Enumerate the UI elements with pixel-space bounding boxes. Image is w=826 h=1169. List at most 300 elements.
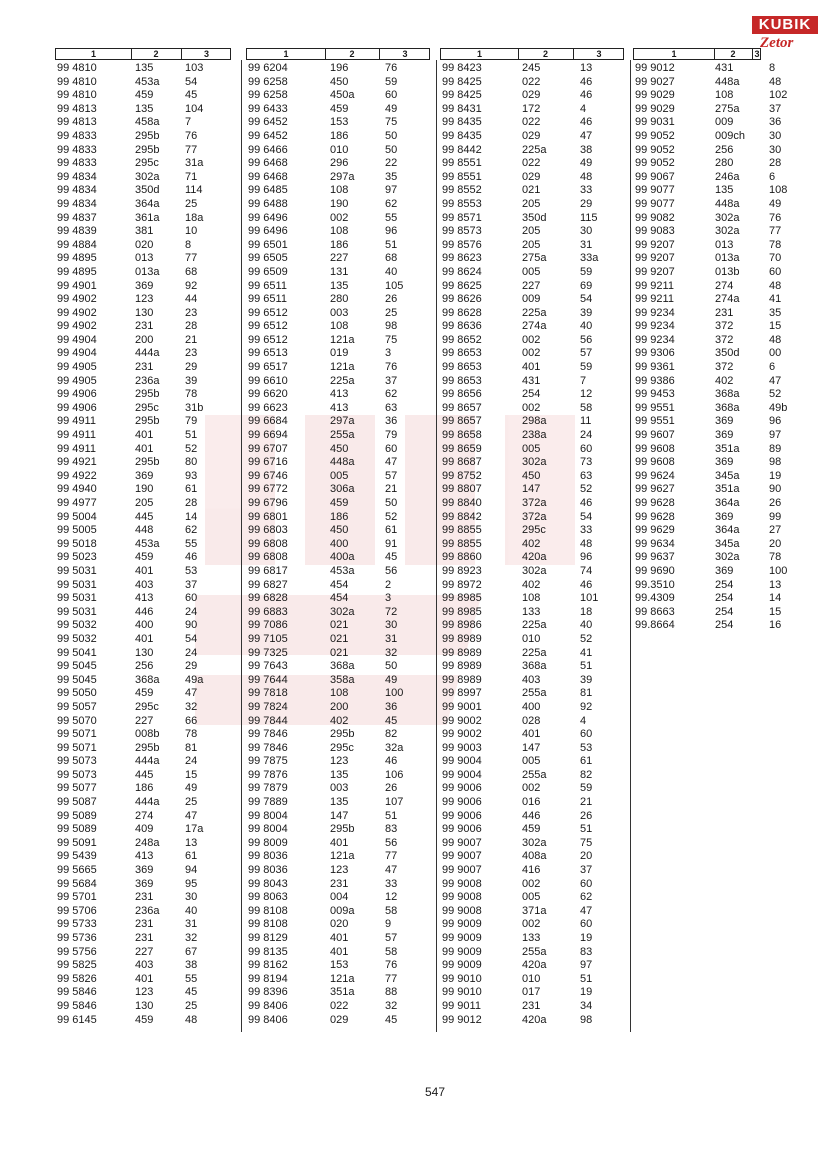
ref-code-cell: 295b (135, 388, 160, 401)
position-cell: 62 (385, 388, 398, 401)
table-row (633, 388, 782, 402)
position-cell: 63 (580, 469, 593, 482)
position-cell: 98 (580, 1013, 593, 1026)
part-number-cell: 99 8573 (442, 225, 482, 238)
table-row (440, 619, 624, 633)
position-cell: 25 (385, 306, 398, 319)
table-row (55, 280, 231, 294)
part-number-cell: 99 8626 (442, 293, 482, 306)
table-row (440, 76, 624, 90)
ref-code-cell: 302a (522, 836, 547, 849)
ref-code-cell: 450 (522, 469, 541, 482)
table-row (440, 782, 624, 796)
ref-code-cell: 302a (522, 564, 547, 577)
position-cell: 47 (580, 904, 593, 917)
table-row (633, 265, 782, 280)
ref-code-cell: 108 (715, 89, 734, 102)
ref-code-cell: 409 (135, 823, 154, 836)
table-row (246, 850, 430, 864)
position-cell: 76 (385, 62, 398, 74)
table-row (440, 796, 624, 810)
part-number-cell: 99 9031 (635, 116, 675, 129)
ref-code-cell: 459 (135, 551, 154, 564)
table-row (246, 239, 430, 253)
position-cell: 77 (185, 143, 198, 156)
logo-sub: Zetor (760, 35, 794, 51)
ref-code-cell: 413 (330, 388, 349, 401)
part-number-cell: 99 8108 (248, 918, 288, 931)
part-number-cell: 99 8194 (248, 972, 288, 985)
position-cell: 27 (769, 524, 782, 537)
part-number-cell: 99 4834 (57, 197, 97, 210)
table-row (246, 796, 430, 810)
ref-code-cell: 231 (522, 999, 541, 1012)
table-row (633, 102, 782, 117)
ref-code-cell: 302a (522, 456, 547, 469)
ref-code-cell: 135 (135, 102, 154, 115)
ref-code-cell: 147 (522, 483, 541, 496)
position-cell: 38 (580, 143, 593, 156)
table-row (246, 252, 430, 266)
table-row (440, 375, 624, 389)
position-cell: 78 (769, 238, 782, 251)
part-number-cell: 99 9029 (635, 102, 675, 115)
table-row (246, 103, 430, 117)
position-cell: 52 (185, 442, 198, 455)
position-cell: 80 (185, 456, 198, 469)
ref-code-cell: 009a (330, 904, 355, 917)
table-row (55, 850, 231, 864)
position-cell: 68 (185, 265, 198, 278)
position-cell: 90 (769, 483, 782, 496)
part-number-cell: 99 9637 (635, 551, 675, 564)
position-cell: 37 (385, 374, 398, 387)
ref-code-cell: 005 (522, 265, 541, 278)
table-row (633, 619, 782, 633)
part-number-cell: 99 9003 (442, 741, 482, 754)
position-cell: 50 (385, 497, 398, 509)
table-row (633, 225, 782, 239)
table-row (55, 184, 231, 198)
part-number-cell: 99 8653 (442, 361, 482, 374)
table-row (440, 280, 624, 294)
part-number-cell: 99 7824 (248, 700, 288, 713)
ref-code-cell: 372a (522, 497, 547, 509)
part-number-cell: 99 8406 (248, 999, 288, 1012)
part-number-cell: 99 8043 (248, 877, 288, 890)
part-number-cell: 99 7643 (248, 660, 288, 673)
ref-code-cell: 254 (522, 388, 541, 401)
ref-code-cell: 254 (715, 605, 734, 618)
table-row (440, 62, 624, 76)
position-cell: 55 (185, 537, 198, 550)
position-cell: 51 (580, 823, 593, 836)
ref-code-cell: 364a (715, 524, 740, 537)
part-number-cell: 99 8656 (442, 388, 482, 401)
table-row (55, 266, 231, 280)
position-cell: 30 (769, 143, 782, 156)
position-cell: 45 (385, 1013, 398, 1026)
part-number-cell: 99 6808 (248, 537, 288, 550)
ref-code-cell: 153 (330, 116, 349, 129)
table-row (55, 293, 231, 307)
ref-code-cell: 298a (522, 415, 547, 428)
position-cell: 26 (385, 782, 398, 795)
ref-code-cell: 450 (330, 75, 349, 88)
table-row (633, 320, 782, 334)
position-cell: 23 (185, 347, 198, 360)
table-row (246, 456, 430, 470)
ref-code-cell: 256 (715, 143, 734, 156)
part-number-cell: 99 9007 (442, 836, 482, 849)
ref-code-cell: 227 (330, 252, 349, 265)
position-cell: 56 (580, 333, 593, 346)
ref-code-cell: 172 (522, 102, 541, 115)
ref-code-cell: 402 (330, 714, 349, 727)
table-row (633, 116, 782, 130)
part-number-cell: 99 8663 (635, 605, 675, 618)
position-cell: 71 (185, 170, 198, 183)
table-row (633, 211, 782, 226)
part-number-cell: 99 9077 (635, 184, 675, 197)
table-row (440, 456, 624, 470)
part-number-cell: 99 9052 (635, 129, 675, 142)
table-row (633, 551, 782, 565)
table-row (246, 647, 430, 661)
position-cell: 46 (580, 75, 593, 88)
ref-code-cell: 448a (715, 75, 740, 88)
position-cell: 59 (385, 75, 398, 88)
part-number-cell: 99 6433 (248, 102, 288, 115)
table-row (440, 171, 624, 185)
ref-code-cell: 108 (330, 320, 349, 333)
ref-code-cell: 196 (330, 62, 349, 74)
position-cell: 51 (580, 660, 593, 673)
ref-code-cell: 350d (135, 184, 160, 197)
ref-code-cell: 108 (330, 184, 349, 197)
position-cell: 62 (385, 197, 398, 210)
ref-code-cell: 013 (715, 238, 734, 251)
position-cell: 60 (580, 877, 593, 890)
table-row (55, 660, 231, 674)
part-number-cell: 99 8624 (442, 265, 482, 278)
position-cell: 41 (580, 646, 593, 659)
part-number-cell: 99 8658 (442, 429, 482, 442)
part-number-cell: 99 4833 (57, 143, 97, 156)
ref-code-cell: 022 (522, 116, 541, 129)
part-number-cell: 99 8986 (442, 619, 482, 632)
table-row (440, 103, 624, 117)
ref-code-cell: 002 (522, 401, 541, 414)
part-number-cell: 99 9207 (635, 238, 675, 251)
position-cell: 35 (385, 170, 398, 183)
part-number-cell: 99 5846 (57, 999, 97, 1012)
position-cell: 13 (580, 62, 593, 74)
part-number-cell: 99 5077 (57, 782, 97, 795)
table-row (440, 905, 624, 919)
position-cell: 77 (385, 972, 398, 985)
part-number-cell: 99 5089 (57, 809, 97, 822)
position-cell: 49 (185, 782, 198, 795)
position-cell: 25 (185, 999, 198, 1012)
part-number-cell: 99 8653 (442, 374, 482, 387)
ref-code-cell: 005 (522, 755, 541, 768)
ref-code-cell: 135 (135, 62, 154, 74)
table-row (633, 537, 782, 552)
part-number-cell: 99 9007 (442, 850, 482, 863)
ref-code-cell: 231 (135, 320, 154, 333)
position-cell: 28 (185, 320, 198, 333)
position-cell: 55 (185, 972, 198, 985)
position-cell: 51 (385, 809, 398, 822)
table-row (440, 388, 624, 402)
table-row (633, 157, 782, 171)
ref-code-cell: 121a (330, 361, 355, 374)
ref-code-cell: 445 (135, 768, 154, 781)
ref-code-cell: 205 (522, 197, 541, 210)
ref-code-cell: 003 (330, 306, 349, 319)
table-row (55, 1014, 231, 1028)
position-cell: 96 (769, 415, 782, 428)
table-row (440, 198, 624, 212)
table-row (55, 579, 231, 593)
table-row (440, 633, 624, 647)
ref-code-cell: 364a (715, 497, 740, 509)
table-row (246, 701, 430, 715)
part-number-cell: 99 5004 (57, 510, 97, 523)
position-cell: 29 (185, 361, 198, 374)
position-cell: 32 (185, 700, 198, 713)
part-number-cell: 99 5073 (57, 768, 97, 781)
column-header (246, 48, 430, 60)
table-row (440, 307, 624, 321)
position-cell: 36 (769, 116, 782, 129)
table-row (55, 252, 231, 266)
table-row (440, 266, 624, 280)
part-number-cell: 99 7846 (248, 741, 288, 754)
part-number-cell: 99 6509 (248, 265, 288, 278)
part-number-cell: 99 7844 (248, 714, 288, 727)
position-cell: 33a (580, 252, 599, 265)
ref-code-cell: 108 (330, 225, 349, 238)
part-number-cell: 99 6512 (248, 306, 288, 319)
part-number-cell: 99 8636 (442, 320, 482, 333)
table-row (440, 443, 624, 457)
part-number-cell: 99 4977 (57, 497, 97, 509)
part-number-cell: 99 9607 (635, 429, 675, 442)
part-number-cell: 99 8551 (442, 157, 482, 170)
table-row (633, 374, 782, 389)
position-cell: 75 (580, 836, 593, 849)
part-number-cell: 99 4940 (57, 483, 97, 496)
part-number-cell: 99 9001 (442, 700, 482, 713)
table-row (55, 415, 231, 429)
ref-code-cell: 295b (330, 728, 355, 741)
part-number-cell: 99 6610 (248, 374, 288, 387)
position-cell: 39 (185, 374, 198, 387)
part-number-cell: 99 6466 (248, 143, 288, 156)
ref-code-cell: 401 (135, 429, 154, 442)
ref-code-cell: 147 (330, 809, 349, 822)
ref-code-cell: 403 (522, 673, 541, 686)
table-row (55, 1000, 231, 1014)
ref-code-cell: 019 (330, 347, 349, 360)
ref-code-cell: 446 (135, 605, 154, 618)
position-cell: 19 (580, 932, 593, 944)
part-number-cell: 99 6817 (248, 564, 288, 577)
table-row (246, 810, 430, 824)
table-row (55, 878, 231, 892)
part-number-cell: 99 8687 (442, 456, 482, 469)
table-row (246, 524, 430, 538)
ref-code-cell: 459 (330, 102, 349, 115)
position-cell: 24 (185, 646, 198, 659)
part-number-cell: 99 8442 (442, 143, 482, 156)
position-cell: 49 (580, 157, 593, 170)
ref-code-cell: 369 (715, 564, 734, 577)
position-cell: 31 (385, 632, 398, 645)
ref-code-cell: 225a (522, 646, 547, 659)
part-number-cell: 99 9009 (442, 918, 482, 931)
table-row (246, 592, 430, 606)
ref-code-cell: 013 (135, 252, 154, 265)
position-cell: 13 (769, 578, 782, 591)
table-row (440, 239, 624, 253)
part-number-cell: 99 7846 (248, 728, 288, 741)
ref-code-cell: 369 (715, 415, 734, 428)
part-number-cell: 99 8923 (442, 564, 482, 577)
position-cell: 49 (385, 102, 398, 115)
table-row (633, 143, 782, 158)
table-row (633, 129, 782, 144)
position-cell: 50 (385, 143, 398, 156)
table-column-1 (55, 48, 231, 1027)
ref-code-cell: 368a (135, 673, 160, 686)
part-number-cell: 99 4905 (57, 374, 97, 387)
part-number-cell: 99 9004 (442, 768, 482, 781)
table-row (55, 76, 231, 90)
table-row (633, 306, 782, 321)
ref-code-cell: 306a (330, 483, 355, 496)
ref-code-cell: 368a (715, 401, 740, 414)
position-cell: 58 (385, 945, 398, 958)
part-number-cell: 99 5045 (57, 673, 97, 686)
position-cell: 40 (580, 619, 593, 632)
table-row (633, 170, 776, 185)
ref-code-cell: 454 (330, 578, 349, 591)
table-row (633, 524, 782, 538)
ref-code-cell: 295b (135, 415, 160, 428)
position-cell: 82 (580, 768, 593, 781)
position-cell: 31 (580, 238, 593, 251)
ref-code-cell: 225a (522, 619, 547, 632)
ref-code-cell: 345a (715, 469, 740, 482)
part-number-cell: 99 9006 (442, 809, 482, 822)
part-number-cell: 99 8752 (442, 469, 482, 482)
ref-code-cell: 450 (330, 442, 349, 455)
part-number-cell: 99 8855 (442, 537, 482, 550)
position-cell: 72 (385, 605, 398, 618)
ref-code-cell: 459 (330, 497, 349, 509)
part-number-cell: 99 4902 (57, 320, 97, 333)
ref-code-cell: 227 (135, 945, 154, 958)
table-row (55, 674, 231, 688)
ref-code-cell: 302a (330, 605, 355, 618)
ref-code-cell: 254 (715, 578, 734, 591)
part-number-cell: 99 4905 (57, 361, 97, 374)
position-cell: 48 (769, 279, 782, 292)
position-cell: 61 (185, 483, 198, 496)
table-row (246, 1014, 430, 1028)
part-number-cell: 99 5032 (57, 632, 97, 645)
table-row (440, 674, 624, 688)
table-row (246, 225, 430, 239)
table-row (246, 918, 430, 932)
table-row (440, 320, 624, 334)
position-cell: 76 (385, 959, 398, 972)
position-cell: 36 (385, 415, 398, 428)
ref-code-cell: 275a (522, 252, 547, 265)
ref-code-cell: 002 (522, 333, 541, 346)
part-number-cell: 99 5023 (57, 551, 97, 564)
ref-code-cell: 231 (135, 932, 154, 944)
table-row (440, 361, 624, 375)
part-number-cell: 99 9006 (442, 823, 482, 836)
part-number-cell: 99 4922 (57, 469, 97, 482)
position-cell: 60 (385, 442, 398, 455)
part-number-cell: 99 9453 (635, 388, 675, 401)
part-number-cell: 99 9207 (635, 265, 675, 278)
position-cell: 26 (580, 809, 593, 822)
position-cell: 51 (580, 972, 593, 985)
position-cell: 21 (385, 483, 398, 496)
position-cell: 100 (385, 687, 404, 700)
ref-code-cell: 274 (135, 809, 154, 822)
table-row (440, 538, 624, 552)
part-number-cell: 99 6468 (248, 170, 288, 183)
position-cell: 83 (580, 945, 593, 958)
ref-code-cell: 400 (330, 537, 349, 550)
position-cell: 41 (769, 293, 782, 306)
table-row (633, 578, 782, 593)
ref-code-cell: 302a (135, 170, 160, 183)
part-number-cell: 99 8576 (442, 238, 482, 251)
header-cell: 3 (754, 49, 760, 59)
position-cell: 12 (580, 388, 593, 401)
table-row (440, 891, 624, 905)
ref-code-cell: 295c (135, 700, 159, 713)
ref-code-cell: 401 (522, 728, 541, 741)
ref-code-cell: 246a (715, 170, 740, 183)
table-row (440, 89, 624, 103)
ref-code-cell: 029 (522, 89, 541, 102)
part-number-cell: 99 8989 (442, 632, 482, 645)
table-row (55, 470, 231, 484)
page-number: 547 (424, 1085, 446, 1099)
position-cell: 97 (580, 959, 593, 972)
ref-code-cell: 225a (522, 143, 547, 156)
position-cell: 75 (385, 116, 398, 129)
position-cell: 57 (580, 347, 593, 360)
part-number-cell: 99 8004 (248, 823, 288, 836)
position-cell: 32 (385, 646, 398, 659)
table-row (633, 605, 782, 620)
ref-code-cell: 135 (330, 279, 349, 292)
ref-code-cell: 256 (135, 660, 154, 673)
position-cell: 81 (580, 687, 593, 700)
ref-code-cell: 225a (522, 306, 547, 319)
position-cell: 40 (185, 904, 198, 917)
